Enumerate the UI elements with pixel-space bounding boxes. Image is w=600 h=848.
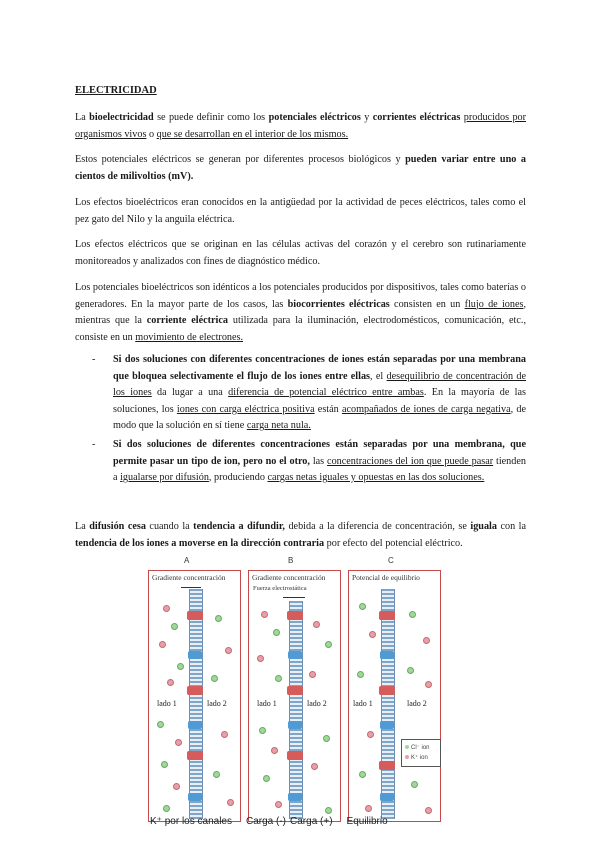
chloride-channel xyxy=(288,651,302,659)
side-label-left: lado 1 xyxy=(353,699,373,708)
cl-ion xyxy=(263,775,270,782)
paragraph-efectos-electricos: Los efectos eléctricos que se originan en las células activas del corazón y el cerebro son rutinariamente monitoreados y analizados con fines de diagnóstico médico. xyxy=(75,239,526,267)
chloride-channel xyxy=(188,793,202,801)
side-label-left: lado 1 xyxy=(257,699,277,708)
potassium-channel xyxy=(379,686,395,695)
paragraph-bioelectricidad: La bioelectricidad se puede definir como los potenciales eléctricos y corrientes eléctricas producidos por organismos vivos o que se desarrollan en el interior de los mismos. xyxy=(75,112,527,140)
side-label-right: lado 2 xyxy=(207,699,227,708)
membrane-potential-figure xyxy=(140,556,450,836)
k-ion-icon xyxy=(405,755,409,759)
panel-b-label: Gradiente concentración xyxy=(252,573,326,582)
chloride-channel xyxy=(188,721,202,729)
potassium-channel xyxy=(287,751,303,760)
caption-pos-charge: Carga (+) xyxy=(290,816,333,827)
k-ion xyxy=(367,731,374,738)
k-ion xyxy=(163,605,170,612)
panel-b-sublabel: Fuerza electrostática xyxy=(253,585,307,592)
caption-k-channels: K⁺ por los canales xyxy=(150,816,232,827)
potassium-channel xyxy=(379,611,395,620)
cl-ion xyxy=(409,611,416,618)
k-ion xyxy=(425,807,432,814)
cl-ion xyxy=(325,641,332,648)
cl-ion xyxy=(259,727,266,734)
chloride-channel xyxy=(380,651,394,659)
side-label-right: lado 2 xyxy=(407,699,427,708)
potassium-channel xyxy=(187,751,203,760)
k-ion xyxy=(369,631,376,638)
cl-ion xyxy=(357,671,364,678)
panel-b xyxy=(248,570,341,822)
panel-c-label: Potencial de equilibrio xyxy=(352,573,420,582)
cl-ion xyxy=(407,667,414,674)
k-ion xyxy=(257,655,264,662)
panel-c xyxy=(348,570,441,822)
ion-legend: Cl⁻ ion K⁺ ion xyxy=(401,739,441,767)
k-ion xyxy=(275,801,282,808)
cl-ion xyxy=(359,603,366,610)
chloride-channel xyxy=(380,721,394,729)
membrane xyxy=(381,589,395,819)
cl-ion xyxy=(273,629,280,636)
k-ion xyxy=(425,681,432,688)
paragraph-potenciales: Estos potenciales eléctricos se generan por diferentes procesos biológicos y pueden variar entre uno a cientos de milivoltios (mV). xyxy=(75,154,526,182)
panel-a-label: Gradiente concentración xyxy=(152,573,226,582)
cl-ion xyxy=(215,615,222,622)
cl-ion xyxy=(275,675,282,682)
k-ion xyxy=(159,641,166,648)
paragraph-biocorrientes: Los potenciales bioeléctricos son idénticos a los potenciales producidos por dispositivos, tales como baterías o generadores. En la mayor parte de los casos, las biocorrientes eléctricas consisten en un flujo de iones, mientras que la corriente eléctrica utilizada para la iluminación, electrodomésticos, comunicación, etc., consiste en un movimiento de electrones. xyxy=(75,282,526,343)
document-title: ELECTRICIDAD xyxy=(75,85,157,96)
k-ion xyxy=(175,739,182,746)
chloride-channel xyxy=(288,793,302,801)
k-ion xyxy=(309,671,316,678)
caption-neg-charge: Carga (-) xyxy=(246,816,287,827)
potassium-channel xyxy=(379,761,395,770)
k-ion xyxy=(365,805,372,812)
potassium-channel xyxy=(287,611,303,620)
column-letter-b: B xyxy=(288,556,294,565)
membrane xyxy=(189,589,203,819)
cl-ion xyxy=(157,721,164,728)
k-ion xyxy=(271,747,278,754)
k-ion xyxy=(261,611,268,618)
cl-ion-icon xyxy=(405,745,409,749)
panel-a xyxy=(148,570,241,822)
membrane xyxy=(289,601,303,819)
arrow-right-icon xyxy=(181,587,201,588)
chloride-channel xyxy=(380,793,394,801)
side-label-left: lado 1 xyxy=(157,699,177,708)
arrow-left-icon xyxy=(283,597,305,598)
bullet-item-difusion: - Si dos soluciones de diferentes concentraciones están separadas por una membrana, que permite pasar un tipo de ion, pero no el otro, las concentraciones del ion que puede pasar tienden a igualarse por difusión, produciendo cargas netas iguales y opuestas en las dos soluciones. xyxy=(92,439,526,483)
paragraph-efectos-bioelectricos: Los efectos bioeléctricos eran conocidos en la antigüedad por la actividad de peces eléctricos, tales como el pez gato del Nilo y la anguila eléctrica. xyxy=(75,197,526,225)
k-ion xyxy=(423,637,430,644)
cl-ion xyxy=(177,663,184,670)
cl-ion xyxy=(213,771,220,778)
cl-ion xyxy=(211,675,218,682)
side-label-right: lado 2 xyxy=(307,699,327,708)
potassium-channel xyxy=(187,686,203,695)
cl-ion xyxy=(411,781,418,788)
potassium-channel xyxy=(287,686,303,695)
chloride-channel xyxy=(188,651,202,659)
k-ion xyxy=(313,621,320,628)
cl-ion xyxy=(323,735,330,742)
chloride-channel xyxy=(288,721,302,729)
cl-ion xyxy=(171,623,178,630)
cl-ion xyxy=(161,761,168,768)
bullet-item-membrana-selectiva: - Si dos soluciones con diferentes concentraciones de iones están separadas por una membrana que bloquea selectivamente el flujo de los iones entre ellas, el desequilibrio de concentración de los iones da lugar a una diferencia de potencial eléctrico entre ambas. En la mayoría de las soluciones, los iones con carga eléctrica positiva están acompañados de iones de carga negativa, de modo que la solución en sí tiene carga neta nula. xyxy=(92,354,527,431)
column-letter-c: C xyxy=(388,556,394,565)
k-ion xyxy=(221,731,228,738)
k-ion xyxy=(225,647,232,654)
cl-ion xyxy=(163,805,170,812)
cl-ion xyxy=(359,771,366,778)
paragraph-difusion-cesa: La difusión cesa cuando la tendencia a difundir, debida a la diferencia de concentración, se iguala con la tendencia de los iones a moverse en la dirección contraria por efecto del potencial eléctrico. xyxy=(75,521,527,549)
potassium-channel xyxy=(187,611,203,620)
figure-caption xyxy=(150,816,450,827)
cl-ion xyxy=(325,807,332,814)
k-ion xyxy=(311,763,318,770)
k-ion xyxy=(227,799,234,806)
column-letter-a: A xyxy=(184,556,190,565)
k-ion xyxy=(167,679,174,686)
k-ion xyxy=(173,783,180,790)
caption-equilibrium: Equilibrio xyxy=(346,816,388,827)
